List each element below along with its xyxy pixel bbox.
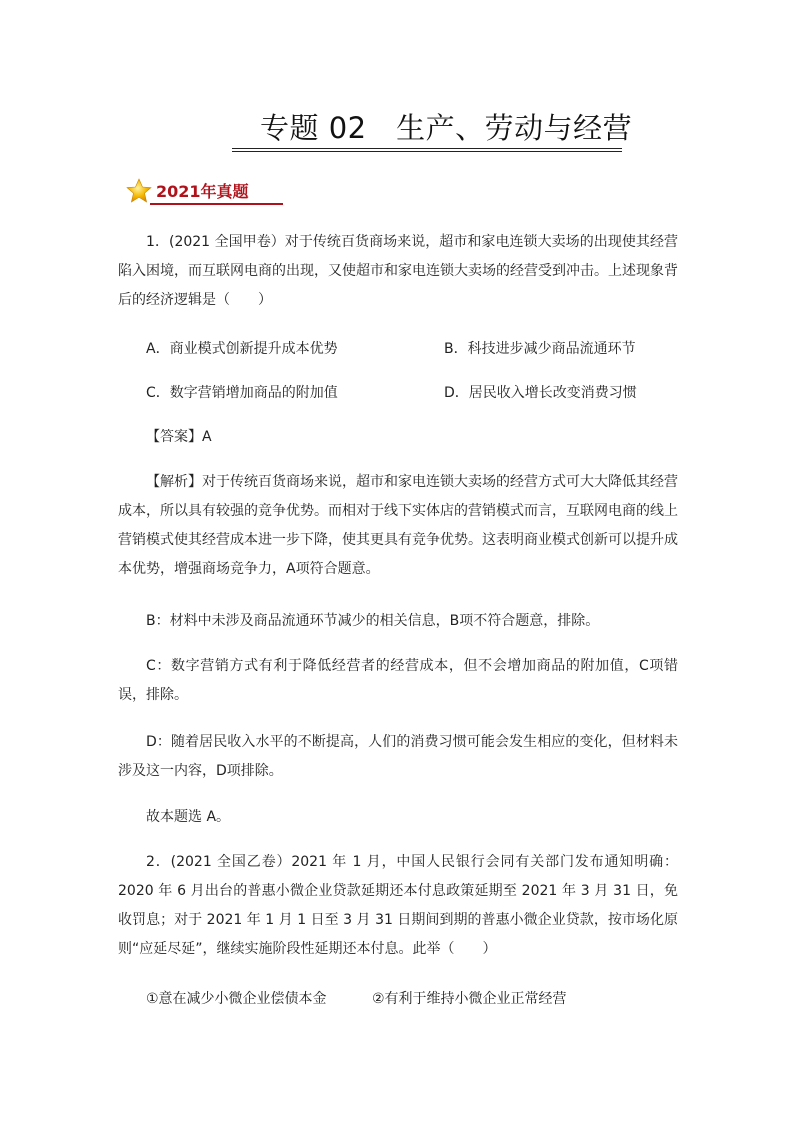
page-title: 专题 02 生产、劳动与经营 [260,111,633,145]
q2-item-1: ①意在减少小微企业偿债本金 [146,991,327,1007]
q1-option-d: D．居民收入增长改变消费习惯 [444,385,637,401]
q2-stem: 2．(2021 全国乙卷）2021 年 1 月，中国人民银行会同有关部门发布通知明确：2020 年 6 月出台的普惠小微企业贷款延期还本付息政策延期至 2021 年 3 月 31 日，免收罚息；对于 2021 年 1 月 1 日至 3 月 31 日期间到期的普惠小微企业贷款，按市场化原则“应延尽延”，继续实施阶段性延期还本付息。此举（ ） [118,854,678,957]
title-underline-double [232,151,622,152]
section-title: 2021年真题 [156,182,249,201]
q2-item-2: ②有利于维持小微企业正常经营 [372,991,567,1007]
q1-option-c: C．数字营销增加商品的附加值 [146,385,338,401]
section-underline [150,203,283,205]
q1-option-a: A．商业模式创新提升成本优势 [146,341,338,357]
title-underline [232,148,622,149]
q1-stem: 1．(2021 全国甲卷）对于传统百货商场来说，超市和家电连锁大卖场的出现使其经营陷入困境，而互联网电商的出现，又使超市和家电连锁大卖场的经营受到冲击。上述现象背后的经济逻辑是（ ） [118,234,678,308]
q1-option-b: B．科技进步减少商品流通环节 [444,341,636,357]
q1-note-d: D：随着居民收入水平的不断提高，人们的消费习惯可能会发生相应的变化，但材料未涉及这一内容，D项排除。 [118,734,678,779]
q1-answer: 【答案】A [146,429,212,445]
star-icon [126,178,152,204]
q1-analysis: 【解析】对于传统百货商场来说，超市和家电连锁大卖场的经营方式可大大降低其经营成本，所以具有较强的竞争优势。而相对于线下实体店的营销模式而言，互联网电商的线上营销模式使其经营成本进一步下降，使其更具有竞争优势。这表明商业模式创新可以提升成本优势，增强商场竞争力，A项符合题意。 [118,474,678,577]
title-block [232,108,633,152]
q1-conclusion: 故本题选 A。 [146,809,231,825]
section-header [126,176,266,208]
q1-note-c: C：数字营销方式有利于降低经营者的经营成本，但不会增加商品的附加值，C项错误，排除。 [118,658,678,703]
q1-note-b: B：材料中未涉及商品流通环节减少的相关信息，B项不符合题意，排除。 [146,613,600,629]
